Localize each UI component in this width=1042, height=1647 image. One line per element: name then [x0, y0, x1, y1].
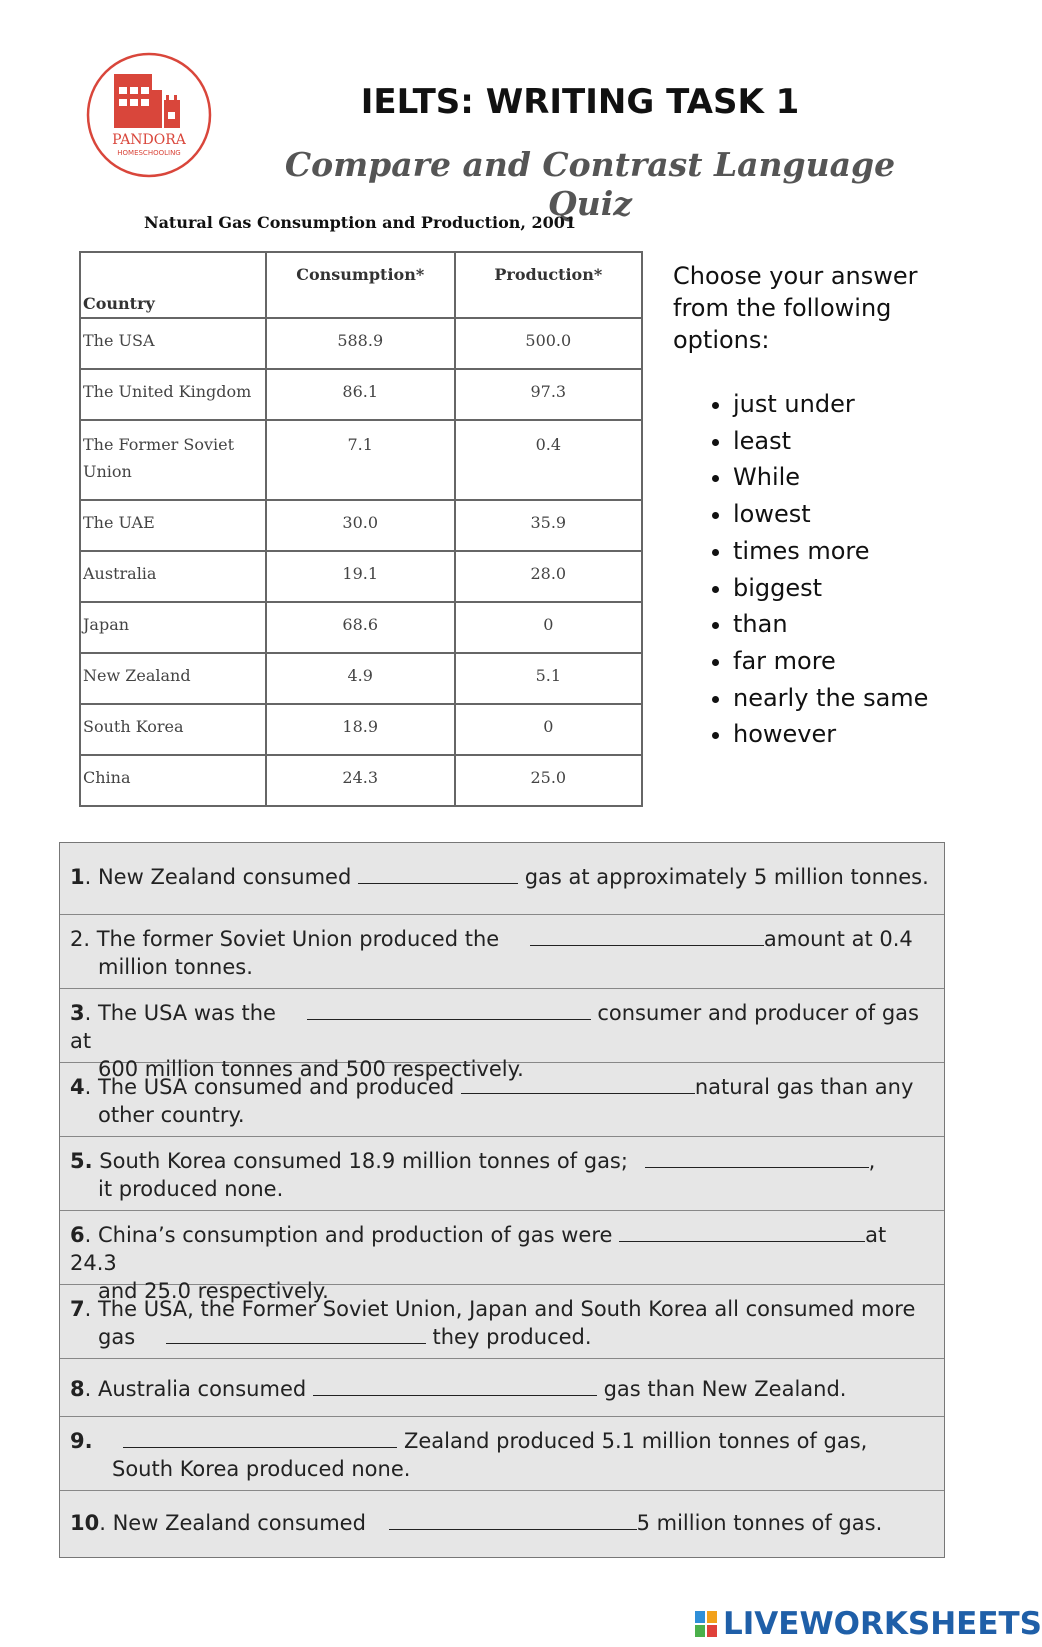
country-cell: The Former Soviet Union [80, 420, 266, 500]
country-cell: The UAE [80, 500, 266, 551]
table-row [80, 500, 642, 551]
table-row [80, 602, 642, 653]
question-number: 8 [70, 1377, 85, 1401]
question-number: 9 [70, 1429, 85, 1453]
option-item: • than [733, 606, 1033, 643]
country-cell: South Korea [80, 704, 266, 755]
question-text: South Korea produced none. [112, 1457, 411, 1481]
question-text: . China’s consumption and production of gas were [84, 1223, 613, 1247]
question-8 [60, 1359, 944, 1417]
question-text: 5 million tonnes of gas. [636, 1511, 883, 1535]
option-item: • far more [733, 643, 1033, 680]
question-text: , [868, 1149, 876, 1173]
consumption-cell: 7.1 [266, 420, 455, 500]
option-item: • nearly the same [733, 680, 1033, 717]
production-cell: 97.3 [455, 369, 642, 420]
question-number: 3 [70, 1001, 85, 1025]
question-text: gas [98, 1325, 136, 1349]
production-cell: 25.0 [455, 755, 642, 806]
option-item: • however [733, 716, 1033, 753]
option-item: • lowest [733, 496, 1033, 533]
question-text: South Korea consumed 18.9 million tonnes of gas; [92, 1149, 628, 1173]
country-cell: China [80, 755, 266, 806]
question-text: it produced none. [98, 1177, 284, 1201]
question-text: amount at 0.4 [763, 927, 913, 951]
country-cell: Japan [80, 602, 266, 653]
question-number: 1 [70, 865, 85, 889]
question-text: . The USA consumed and produced [84, 1075, 455, 1099]
question-text: consumer and producer of gas at [70, 1001, 919, 1053]
consumption-cell: 18.9 [266, 704, 455, 755]
logo-brand-bottom: HOMESCHOOLING [117, 149, 181, 157]
page-title: IELTS: WRITING TASK 1 [360, 82, 800, 122]
consumption-cell: 24.3 [266, 755, 455, 806]
answer-blank-3[interactable] [307, 1001, 591, 1020]
option-item: • While [733, 459, 1033, 496]
column-header-consumption: Consumption* [266, 252, 455, 318]
question-9 [60, 1417, 944, 1491]
answer-blank-7[interactable] [166, 1325, 426, 1344]
consumption-cell: 30.0 [266, 500, 455, 551]
option-item: • times more [733, 533, 1033, 570]
consumption-cell: 86.1 [266, 369, 455, 420]
column-header-country: Country [80, 252, 266, 318]
consumption-cell: 19.1 [266, 551, 455, 602]
country-cell: Australia [80, 551, 266, 602]
options-intro: Choose your answer from the following options: [673, 262, 918, 354]
question-10 [60, 1491, 944, 1557]
question-number: 6 [70, 1223, 85, 1247]
gas-table [79, 251, 643, 807]
question-text: Zealand produced 5.1 million tonnes of gas, [403, 1429, 868, 1453]
table-title: Natural Gas Consumption and Production, 2001 [143, 213, 577, 232]
production-cell: 35.9 [455, 500, 642, 551]
question-6 [60, 1211, 944, 1303]
question-text: they produced. [432, 1325, 592, 1349]
liveworksheets-brand: LIVEWORKSHEETS [723, 1606, 1042, 1642]
question-text: . New Zealand consumed [99, 1511, 366, 1535]
table-row [80, 704, 642, 755]
production-cell: 0 [455, 602, 642, 653]
question-text: . The USA, the Former Soviet Union, Japan and South Korea all consumed more [84, 1297, 916, 1321]
question-number: 2 [70, 927, 84, 951]
table-row [80, 420, 642, 500]
question-1 [60, 843, 944, 915]
answer-blank-4[interactable] [461, 1075, 695, 1094]
question-text: . The former Soviet Union produced the [83, 927, 500, 951]
question-text: . Australia consumed [84, 1377, 307, 1401]
options-list [673, 386, 1033, 753]
question-text: gas than New Zealand. [603, 1377, 847, 1401]
liveworksheets-icon [695, 1609, 719, 1639]
question-7 [60, 1285, 944, 1359]
question-text: . New Zealand consumed [84, 865, 352, 889]
consumption-cell: 4.9 [266, 653, 455, 704]
production-cell: 0.4 [455, 420, 642, 500]
table-row [80, 369, 642, 420]
consumption-cell: 588.9 [266, 318, 455, 369]
production-cell: 28.0 [455, 551, 642, 602]
question-text: 600 million tonnes and 500 respectively. [98, 1057, 524, 1081]
answer-blank-2[interactable] [530, 927, 764, 946]
column-header-production: Production* [455, 252, 642, 318]
question-text: natural gas than any [694, 1075, 914, 1099]
question-4 [60, 1063, 944, 1137]
country-cell: New Zealand [80, 653, 266, 704]
table-row [80, 551, 642, 602]
answer-blank-9[interactable] [123, 1429, 397, 1448]
production-cell: 5.1 [455, 653, 642, 704]
page-subtitle: Compare and Contrast Language Quiz [284, 145, 896, 223]
pandora-homeschooling-logo [86, 52, 212, 178]
answer-blank-8[interactable] [313, 1377, 597, 1396]
question-text: other country. [98, 1103, 245, 1127]
production-cell: 500.0 [455, 318, 642, 369]
question-text: million tonnes. [98, 955, 253, 979]
question-text: . The USA was the [84, 1001, 276, 1025]
answer-blank-10[interactable] [389, 1511, 637, 1530]
option-item: • just under [733, 386, 1033, 423]
question-3 [60, 989, 944, 1081]
question-2 [60, 915, 944, 989]
answer-blank-5[interactable] [645, 1149, 869, 1168]
table-row [80, 755, 642, 806]
country-cell: The USA [80, 318, 266, 369]
quiz-questions [59, 842, 945, 1558]
table-row [80, 653, 642, 704]
question-text: at 24.3 [70, 1223, 887, 1275]
question-number: 7 [70, 1297, 85, 1321]
logo-brand-top: PANDORA [112, 132, 186, 148]
table-row [80, 318, 642, 369]
question-number: 5. [70, 1149, 93, 1173]
answer-blank-6[interactable] [619, 1223, 865, 1242]
house-icon [114, 74, 180, 128]
question-number: 10 [70, 1511, 100, 1535]
option-item: • biggest [733, 570, 1033, 607]
question-text: and 25.0 respectively. [98, 1279, 329, 1303]
question-5 [60, 1137, 944, 1211]
production-cell: 0 [455, 704, 642, 755]
country-cell: The United Kingdom [80, 369, 266, 420]
question-number: 4 [70, 1075, 85, 1099]
question-text: gas at approximately 5 million tonnes. [524, 865, 929, 889]
liveworksheets-logo [695, 1606, 1042, 1642]
option-item: • least [733, 423, 1033, 460]
answer-blank-1[interactable] [358, 865, 518, 884]
question-text: . [84, 1429, 93, 1453]
consumption-cell: 68.6 [266, 602, 455, 653]
